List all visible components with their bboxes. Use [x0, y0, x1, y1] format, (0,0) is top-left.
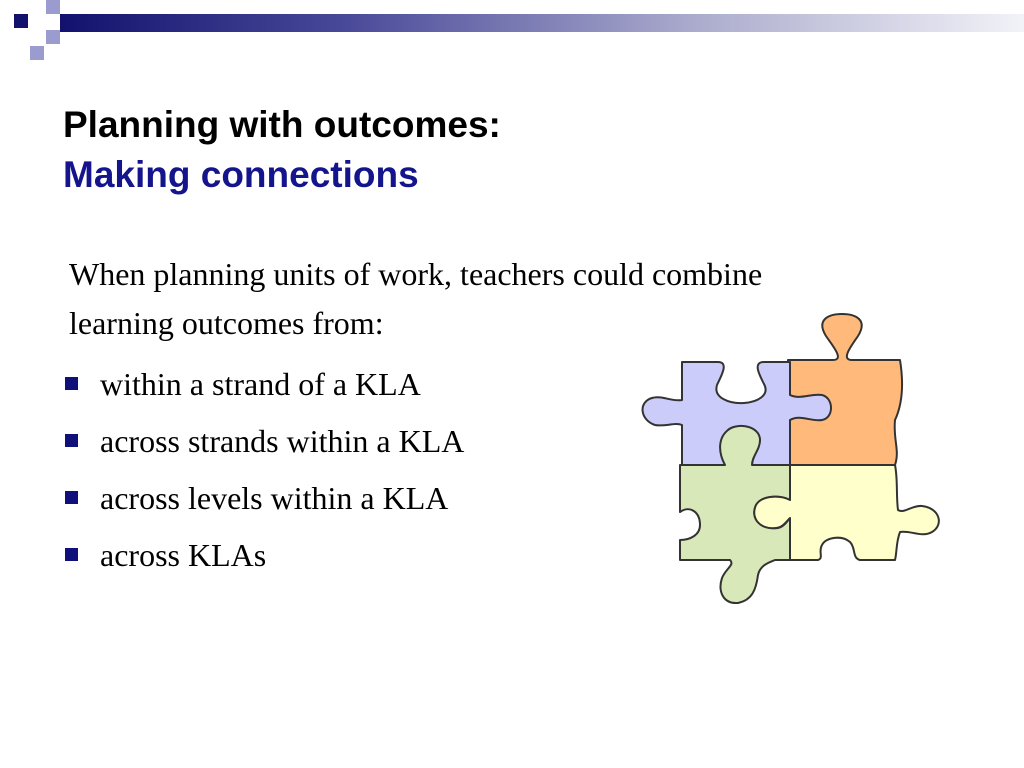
bullet-text: across levels within a KLA [100, 480, 449, 516]
square-bullet-icon [65, 377, 78, 390]
bullet-list [64, 356, 464, 584]
bullet-item [64, 527, 464, 584]
bullet-text: across KLAs [100, 537, 267, 573]
title-line-2: Making connections [63, 154, 419, 195]
bullet-item [64, 470, 464, 527]
square-bullet-icon [65, 434, 78, 447]
bullet-item [64, 413, 464, 470]
bullet-text: within a strand of a KLA [100, 366, 421, 402]
title-line-1: Planning with outcomes: [63, 104, 501, 145]
square-bullet-icon [65, 548, 78, 561]
intro-text: When planning units of work, teachers could combine learning outcomes from: [69, 256, 763, 341]
header-gradient-bar [60, 14, 1024, 32]
bullet-item [64, 356, 464, 413]
puzzle-icon [630, 305, 950, 615]
slide-title [63, 100, 501, 200]
orange-puzzle-piece [788, 314, 902, 465]
square-bullet-icon [65, 491, 78, 504]
bullet-text: across strands within a KLA [100, 423, 465, 459]
